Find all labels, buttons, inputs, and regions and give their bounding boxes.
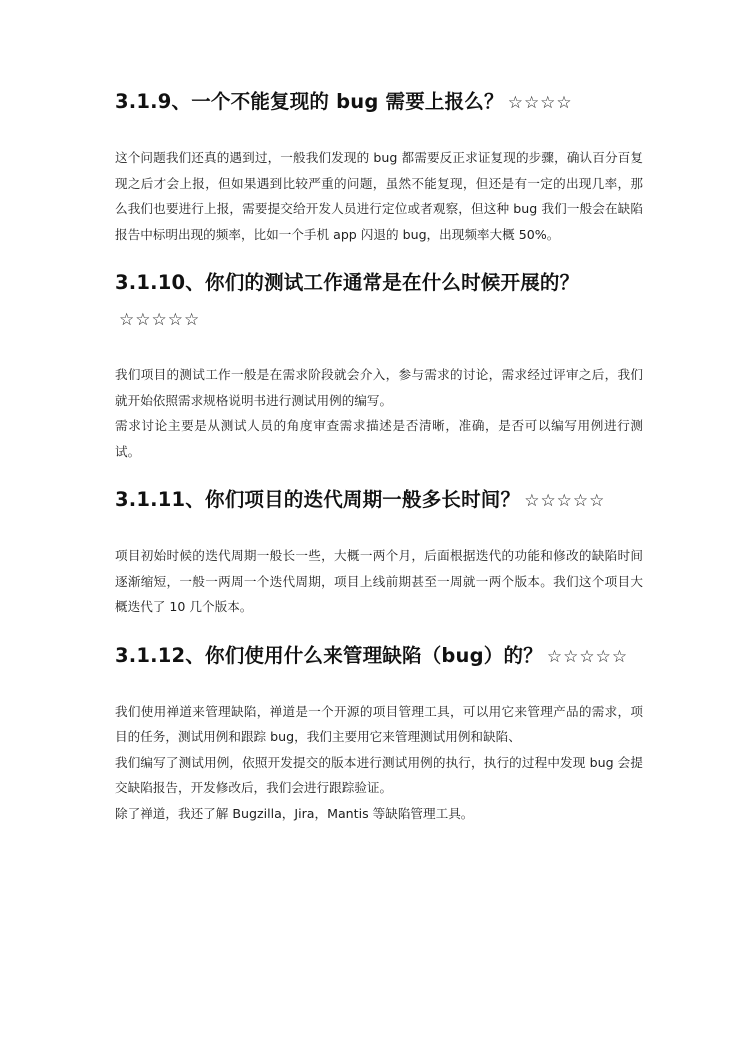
body-paragraph: 需求讨论主要是从测试人员的角度审查需求描述是否清晰，准确，是否可以编写用例进行测试。	[115, 418, 643, 459]
body-paragraph: 项目初始时候的迭代周期一般长一些，大概一两个月，后面根据迭代的功能和修改的缺陷时间逐渐缩短，一般一两周一个迭代周期，项目上线前期甚至一周就一两个版本。我们这个项目大概迭代了 10 几个版本。	[115, 548, 643, 614]
rating-stars: ☆☆☆☆☆	[546, 646, 629, 667]
body-paragraph: 这个问题我们还真的遇到过，一般我们发现的 bug 都需要反正求证复现的步骤，确认百分百复现之后才会上报，但如果遇到比较严重的问题，虽然不能复现，但还是有一定的出现几率，那么我们也要进行上报，需要提交给开发人员进行定位或者观察，但这种 bug 我们一般会在缺陷报告中标明出现的频率，比如一个手机 app 闪退的 bug，出现频率大概 50%。	[115, 150, 643, 242]
section-heading	[115, 84, 643, 121]
heading-text: 3.1.9、一个不能复现的 bug 需要上报么？	[115, 90, 504, 113]
heading-text: 3.1.11、你们项目的迭代周期一般多长时间？	[115, 488, 521, 511]
section-heading	[115, 265, 635, 338]
section-heading	[115, 482, 643, 519]
section-3-1-12	[115, 638, 643, 827]
section-3-1-10	[115, 265, 643, 482]
heading-text: 3.1.10、你们的测试工作通常是在什么时候开展的？	[115, 271, 580, 294]
document-page	[115, 84, 643, 826]
body-paragraph: 我们编写了测试用例，依照开发提交的版本进行测试用例的执行，执行的过程中发现 bug 会提交缺陷报告，开发修改后，我们会进行跟踪验证。	[115, 754, 643, 795]
rating-stars: ☆☆☆☆☆	[119, 310, 201, 330]
body-paragraph: 除了禅道，我还了解 Bugzilla，Jira，Mantis 等缺陷管理工具。	[115, 805, 474, 821]
rating-stars: ☆☆☆☆☆	[524, 491, 606, 511]
section-3-1-11	[115, 482, 643, 638]
body-paragraph: 我们项目的测试工作一般是在需求阶段就会介入，参与需求的讨论，需求经过评审之后，我们就开始依照需求规格说明书进行测试用例的编写。	[115, 367, 643, 408]
rating-stars: ☆☆☆☆	[507, 93, 573, 113]
section-heading	[115, 638, 643, 675]
heading-text: 3.1.12、你们使用什么来管理缺陷（bug）的？	[115, 643, 543, 667]
section-3-1-9	[115, 84, 643, 265]
body-paragraph: 我们使用禅道来管理缺陷，禅道是一个开源的项目管理工具，可以用它来管理产品的需求，项目的任务，测试用例和跟踪 bug，我们主要用它来管理测试用例和缺陷、	[115, 703, 643, 744]
